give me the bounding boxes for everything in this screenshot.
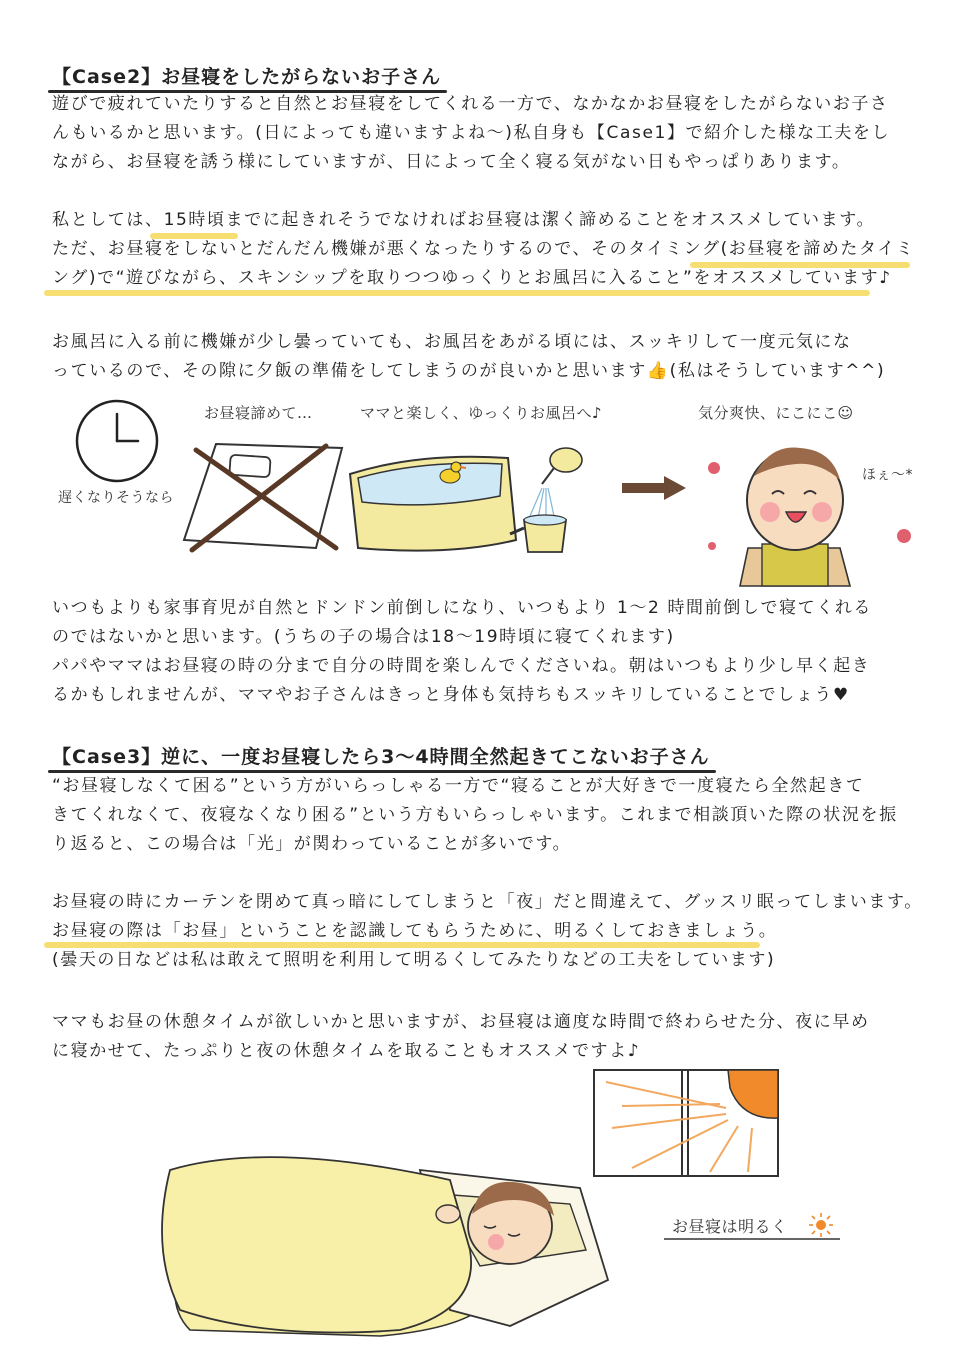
bed-caption: お昼寝諦めて… [204, 404, 313, 422]
text-line: パパやママはお昼寝の時の分まで自分の時間を楽しんでくださいね。朝はいつもより少し早く起き [52, 656, 871, 676]
case2-paragraph-3 [52, 328, 912, 386]
text-line: に寝かせて、たっぷりと夜の休憩タイムを取ることもオススメですよ♪ [52, 1041, 641, 1061]
text-line: ただ、お昼寝をしないとだんだん機嫌が悪くなったりするので、そのタイミング(お昼寝を諦めたタイミ [52, 239, 915, 259]
text-line: お昼寝の時にカーテンを閉めて真っ暗にしてしまうと「夜」だと間違えて、グッスリ眠ってしまいます。 [52, 892, 923, 912]
text-line: ング)で“遊びながら、スキンシップを取りつつゆっくりとお風呂に入ること”をオススメしています♪ [52, 268, 892, 288]
text-line: “お昼寝しなくて困る”という方がいらっしゃる一方で“寝ることが大好きで一度寝たら全然起きて [52, 776, 865, 796]
text-line: きてくれなくて、夜寝なくなり困る”という方もいらっしゃいます。これまで相談頂いた際の状況を振 [52, 805, 898, 825]
text-line: っているので、その隙に夕飯の準備をしてしまうのが良いかと思います👍(私はそうしています^^) [52, 361, 886, 381]
text-line: お昼寝の際は「お昼」ということを認識してもらうために、明るくしておきましょう。 [52, 921, 778, 941]
case2-paragraph-2 [52, 206, 915, 293]
case2-heading: 【Case2】お昼寝をしたがらないお子さん [52, 62, 441, 89]
text-line: 遊びで疲れていたりすると自然とお昼寝をしてくれる一方で、なかなかお昼寝をしたがらないお子さ [52, 94, 889, 114]
text-line: (曇天の日などは私は敢えて照明を利用して明るくしてみたりなどの工夫をしています) [52, 950, 776, 970]
bathtub-icon [330, 436, 590, 560]
case3-paragraph-2 [52, 888, 923, 975]
sun-icon [808, 1212, 834, 1238]
text-line: り返ると、この場合は「光」が関わっていることが多いです。 [52, 834, 572, 854]
text-line: お風呂に入る前に機嫌が少し曇っていても、お風呂をあがる頃には、スッキリして一度元気にな [52, 332, 852, 352]
text-line: いつもよりも家事育児が自然とドンドン前倒しになり、いつもより 1〜2 時間前倒しで寝てくれる [52, 598, 873, 618]
sleeping-child-illustration [150, 1130, 630, 1340]
sleep-caption: お昼寝は明るく [672, 1217, 788, 1236]
case2-paragraph-4 [52, 594, 912, 710]
arrow-right-icon [620, 474, 690, 502]
futon-crossed-icon [166, 436, 356, 556]
text-line: るかもしれませんが、ママやお子さんはきっと身体も気持ちもスッキリしていることでしょう♥ [52, 685, 850, 705]
case2-paragraph-1 [52, 90, 912, 177]
case3-paragraph-1 [52, 772, 912, 859]
text-line: ながら、お昼寝を誘う様にしていますが、日によって全く寝る気がない日もやっぱりあります。 [52, 152, 851, 172]
happy-baby-illustration [700, 436, 930, 586]
text-line: んもいるかと思います。(日によっても違いますよね〜)私自身も【Case1】で紹介した様な工夫をし [52, 123, 891, 143]
text-line: のではないかと思います。(うちの子の場合は18〜19時頃に寝てくれます) [52, 627, 675, 647]
case3-paragraph-3 [52, 1008, 912, 1066]
baby-sound: ほぇ〜* [862, 467, 913, 483]
text-line: 私としては、15時頃までに起きれそうでなければお昼寝は潔く諦めることをオススメしています。 [52, 210, 876, 230]
clock-icon [74, 398, 160, 484]
baby-caption: 気分爽快、にこにこ☺ [698, 404, 854, 422]
clock-caption: 遅くなりそうなら [58, 490, 174, 506]
case3-heading: 【Case3】逆に、一度お昼寝したら3〜4時間全然起きてこないお子さん [52, 742, 710, 769]
bath-caption: ママと楽しく、ゆっくりお風呂へ♪ [360, 404, 603, 422]
text-line: ママもお昼の休憩タイムが欲しいかと思いますが、お昼寝は適度な時間で終わらせた分、夜に早め [52, 1012, 870, 1032]
